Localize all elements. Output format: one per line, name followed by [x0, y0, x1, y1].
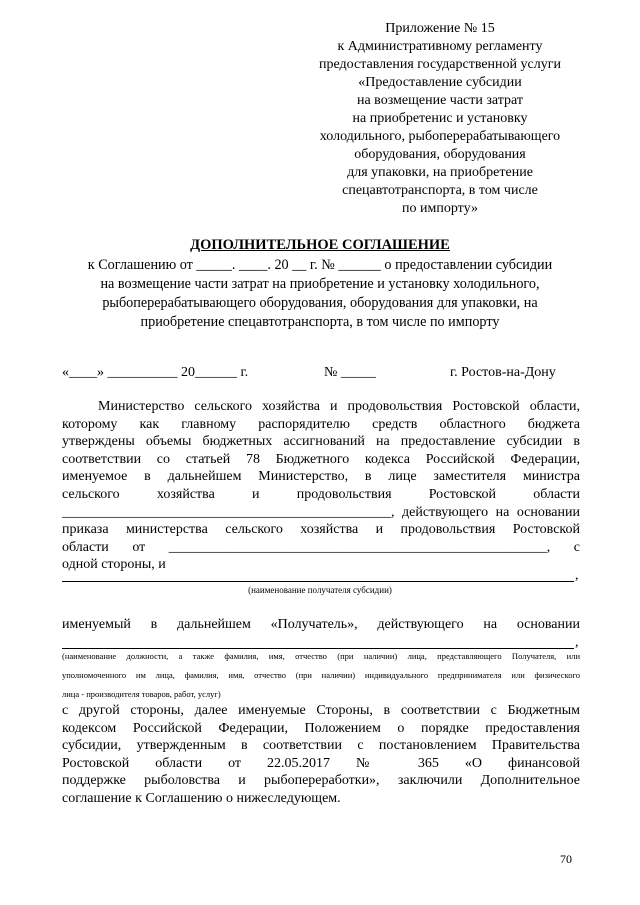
- appendix-line: по импорту»: [402, 201, 478, 216]
- document-subtitle: [60, 256, 580, 332]
- recipient-name-line: [62, 581, 574, 582]
- paragraph-line: сельского хозяйства и продовольствия Ростовской области: [62, 486, 580, 502]
- appendix-header: [300, 20, 580, 218]
- paragraph-line: с другой стороны, далее именуемые Стороны, в соответствии с Бюджетным: [62, 703, 580, 718]
- paragraph-line: поддержке рыболовства и рыбопереработки», заключили Дополнительное: [62, 773, 580, 789]
- caption-line: лица - производителя товаров, работ, услуг): [62, 689, 221, 699]
- paragraph-line: соглашение к Соглашению о нижеследующем.: [62, 790, 341, 806]
- appendix-line: для упаковки, на приобретение: [347, 165, 533, 180]
- appendix-line: холодильного, рыбоперерабатывающего: [319, 129, 561, 144]
- paragraph-line: Ростовской области от 22.05.2017 № 365 «О финансовой: [62, 755, 580, 771]
- appendix-line: к Административному регламенту: [337, 39, 543, 54]
- appendix-line: на возмещение части затрат: [356, 93, 524, 108]
- document-title: ДОПОЛНИТЕЛЬНОЕ СОГЛАШЕНИЕ: [190, 237, 450, 253]
- paragraph-line: _______________________________________________, действующего на основании: [62, 504, 580, 520]
- date-place-row: [62, 364, 582, 384]
- paragraph-line: области от ______________________________________________________, с: [62, 539, 580, 555]
- subtitle-line: к Соглашению от _____. ____. 20 __ г. № ______ о предоставлении субсидии: [87, 257, 553, 273]
- paragraph-line: которому как главному распорядителю средств областного бюджета: [62, 416, 580, 432]
- caption-line: (наименование должности, а также фамилия, имя, отчество (при наличии) лица, представляющего Получателя, или: [62, 651, 580, 661]
- appendix-line: Приложение № 15: [385, 21, 495, 36]
- paragraph-line: Министерство сельского хозяйства и продовольствия Ростовской области,: [98, 399, 580, 414]
- paragraph-line: утверждены объемы бюджетных ассигнований на предоставление субсидии в: [62, 434, 580, 450]
- ministry-paragraph: [62, 398, 580, 574]
- paragraph-line: именуемый в дальнейшем «Получатель», действующего на основании: [62, 617, 580, 632]
- paragraph-line: субсидии, утвержденным в соответствии с постановлением Правительства: [62, 738, 580, 754]
- appendix-line: спецавтотранспорта, в том числе: [342, 183, 538, 198]
- page-number: 70: [560, 852, 572, 866]
- appendix-line: предоставления государственной услуги: [319, 57, 561, 72]
- subtitle-line: рыбоперерабатывающего оборудования, оборудования для упаковки, на: [102, 295, 538, 311]
- paragraph-line: соответствии со статьей 78 Бюджетного кодекса Российской Федерации,: [62, 451, 580, 467]
- appendix-line: на приобретенис и установку: [352, 111, 528, 126]
- appendix-line: «Предоставление субсидии: [358, 75, 522, 90]
- official-name-caption: [62, 647, 580, 704]
- paragraph-line: приказа министерства сельского хозяйства и продовольствия Ростовской: [62, 522, 580, 538]
- official-trailing-comma: ,: [575, 635, 579, 650]
- subtitle-line: приобретение спецавтотранспорта, в том числе по импорту: [140, 314, 500, 330]
- parties-paragraph: [62, 702, 580, 808]
- subtitle-line: на возмещение части затрат на приобретение и установку холодильного,: [100, 276, 540, 292]
- appendix-line: оборудования, оборудования: [354, 147, 526, 162]
- recipient-name-caption: (наименование получателя субсидии): [248, 585, 392, 595]
- paragraph-line: именуемое в дальнейшем Министерство, в лице заместителя министра: [62, 469, 580, 485]
- paragraph-line: кодексом Российской Федерации, Положением о порядке предоставления: [62, 720, 580, 736]
- recipient-paragraph: [62, 616, 580, 634]
- agreement-city: г. Ростов-на-Дону: [450, 365, 556, 380]
- recipient-trailing-comma: ,: [575, 568, 579, 583]
- paragraph-line: одной стороны, и: [62, 557, 166, 573]
- agreement-date-field: «____» __________ 20______ г.: [62, 365, 249, 380]
- agreement-number-field: № _____: [324, 365, 376, 380]
- caption-line: уполномоченного им лица, фамилия, имя, отчество (при наличии) индивидуального предпринимателя или физического: [62, 670, 580, 680]
